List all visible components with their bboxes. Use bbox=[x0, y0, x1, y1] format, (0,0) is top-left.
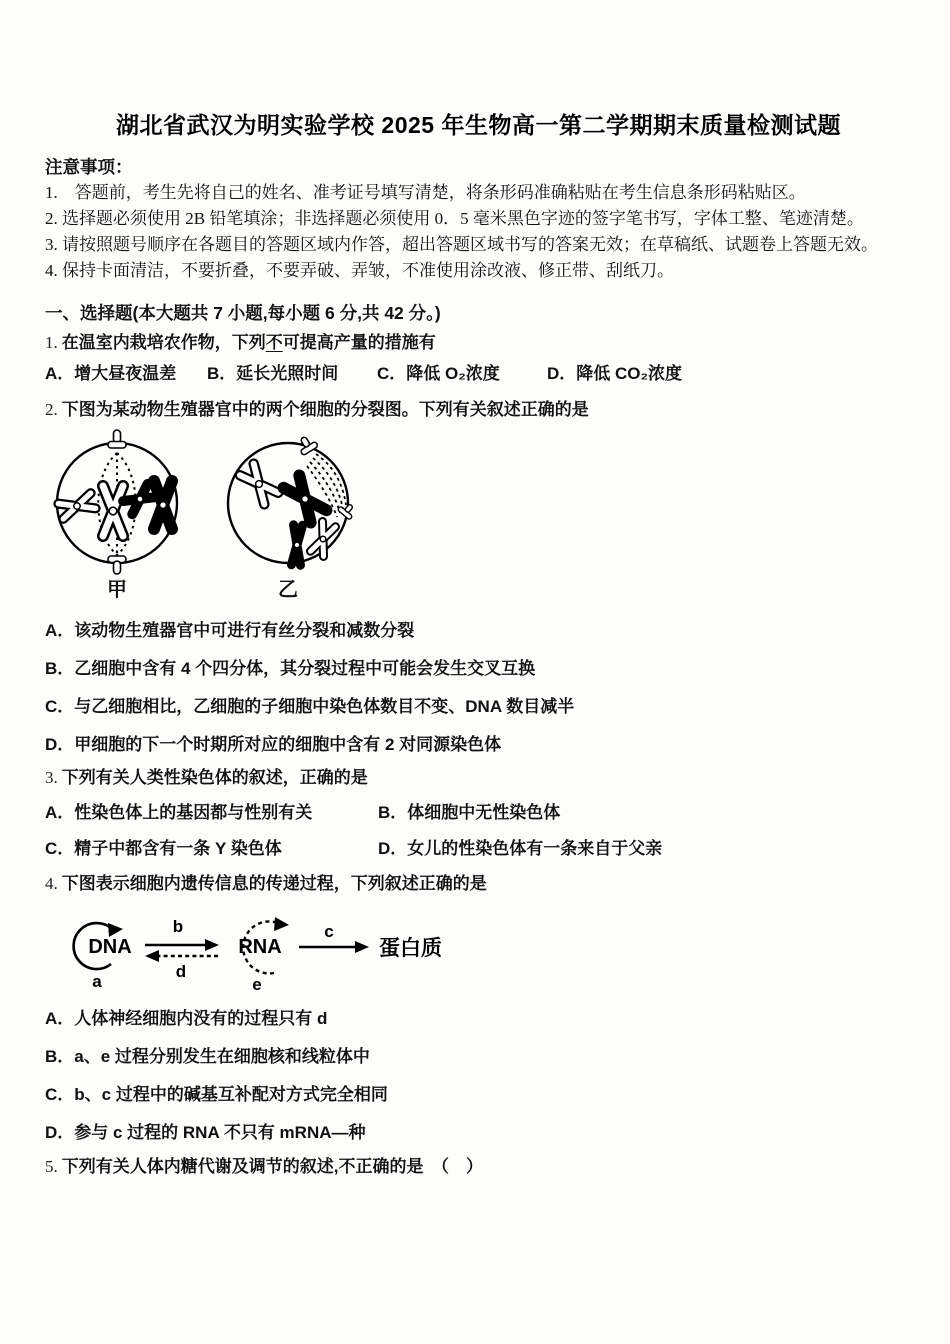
option-d: D．参与 c 过程的 RNA 不只有 mRNA—种 bbox=[45, 1123, 366, 1142]
option-b: B．乙细胞中含有 4 个四分体，其分裂过程中可能会发生交叉互换 bbox=[45, 659, 536, 678]
question-stem-text: 下列有关人类性染色体的叙述，正确的是 bbox=[61, 768, 368, 787]
question-2-stem bbox=[45, 399, 912, 421]
question-number: 5. bbox=[45, 1157, 58, 1176]
reverse-transcription-arrow bbox=[145, 950, 218, 962]
option-c: C．降低 O₂浓度 bbox=[377, 364, 500, 383]
option-d: D．降低 CO₂浓度 bbox=[547, 364, 683, 383]
cell-division-figure bbox=[45, 427, 912, 602]
notes-heading: 注意事项： bbox=[45, 157, 133, 177]
figure-label-yi: 乙 bbox=[278, 579, 298, 601]
note-item: 4. 保持卡面清洁，不要折叠，不要弄破、弄皱，不准使用涂改液、修正带、刮纸刀。 bbox=[45, 261, 674, 280]
figure-label-jia: 甲 bbox=[107, 579, 127, 601]
note-item: 2. 选择题必须使用 2B 铅笔填涂；非选择题必须使用 0．5 毫米黑色字迹的签字笔书写，字体工整、笔迹清楚。 bbox=[45, 209, 864, 228]
option-c: C．与乙细胞相比，乙细胞的子细胞中染色体数目不变、DNA 数目减半 bbox=[45, 697, 575, 716]
question-number: 2. bbox=[45, 400, 58, 419]
option-d: D．甲细胞的下一个时期所对应的细胞中含有 2 对同源染色体 bbox=[45, 735, 502, 754]
question-number: 3. bbox=[45, 768, 58, 787]
question-3-stem bbox=[45, 767, 912, 789]
chromosome-black-large bbox=[154, 481, 172, 529]
question-1-stem bbox=[45, 332, 912, 354]
option-c: C．b、c 过程中的碱基互补配对方式完全相同 bbox=[45, 1085, 388, 1104]
question-3-options-row1 bbox=[45, 802, 912, 824]
process-e-label: e bbox=[252, 975, 262, 993]
question-stem-text: 下图为某动物生殖器官中的两个细胞的分裂图。下列有关叙述正确的是 bbox=[61, 400, 589, 419]
option-a: A．人体神经细胞内没有的过程只有 d bbox=[45, 1009, 328, 1028]
underlined-word: 不 bbox=[265, 333, 283, 352]
central-dogma-diagram bbox=[53, 901, 912, 998]
cell-yi-block bbox=[213, 427, 363, 602]
option-d: D．女儿的性染色体有一条来自于父亲 bbox=[378, 839, 663, 858]
question-stem-text: 下列有关人体内糖代谢及调节的叙述,不正确的是 （ ） bbox=[61, 1157, 483, 1176]
process-a-label: a bbox=[92, 972, 102, 991]
question-stem-text: 可提高产量的措施有 bbox=[282, 333, 436, 352]
chromosome-white-small bbox=[58, 493, 95, 519]
dna-label: DNA bbox=[88, 936, 132, 958]
exam-notes bbox=[45, 154, 912, 284]
cell-membrane bbox=[228, 443, 348, 563]
question-5-stem bbox=[45, 1156, 912, 1178]
option-c: C．精子中都含有一条 Y 染色体 bbox=[45, 839, 282, 858]
question-stem-text: 下图表示细胞内遗传信息的传递过程，下列叙述正确的是 bbox=[61, 874, 487, 893]
option-b: B．延长光照时间 bbox=[207, 364, 339, 383]
option-b: B．a、e 过程分别发生在细胞核和线粒体中 bbox=[45, 1047, 370, 1066]
process-d-label: d bbox=[175, 962, 187, 981]
note-item: 1. 答题前，考生先将自己的姓名、准考证号填写清楚，将条形码准确粘贴在考生信息条形码粘贴区。 bbox=[45, 183, 806, 202]
chromosome-black-bottom bbox=[291, 525, 302, 565]
protein-label: 蛋白质 bbox=[379, 937, 442, 960]
option-a: A．增大昼夜温差 bbox=[45, 364, 177, 383]
transcription-arrow bbox=[145, 939, 219, 951]
centriole-top bbox=[108, 430, 126, 448]
chromosome-black-center bbox=[284, 476, 327, 523]
chromosome-white-upper bbox=[240, 464, 278, 505]
dna-rna-protein-diagram bbox=[53, 901, 483, 993]
page-title: 湖北省武汉为明实验学校 2025 年生物高一第二学期期末质量检测试题 bbox=[116, 112, 841, 138]
rna-label: RNA bbox=[238, 936, 282, 958]
question-3-options-row2 bbox=[45, 838, 912, 860]
cell-jia-figure bbox=[47, 427, 187, 577]
section-heading: 一、选择题(本大题共 7 小题,每小题 6 分,共 42 分。) bbox=[45, 303, 441, 323]
centriole-bottom bbox=[108, 556, 126, 574]
translation-arrow bbox=[299, 941, 369, 953]
question-number: 1. bbox=[45, 333, 58, 352]
chromosome-white-large bbox=[103, 486, 123, 536]
cell-jia-block bbox=[47, 427, 187, 602]
question-4-stem bbox=[45, 873, 912, 895]
option-b: B．体细胞中无性染色体 bbox=[378, 803, 561, 822]
question-stem-text: 在温室内栽培农作物，下列 bbox=[61, 333, 266, 352]
process-b-label: b bbox=[172, 917, 184, 936]
option-a: A．性染色体上的基因都与性别有关 bbox=[45, 803, 313, 822]
question-1-options bbox=[45, 363, 912, 385]
option-a: A．该动物生殖器官中可进行有丝分裂和减数分裂 bbox=[45, 621, 415, 640]
cell-yi-figure bbox=[213, 427, 363, 577]
question-number: 4. bbox=[45, 874, 58, 893]
note-item: 3. 请按照题号顺序在各题目的答题区域内作答，超出答题区域书写的答案无效；在草稿纸、试题卷上答题无效。 bbox=[45, 235, 878, 254]
process-c-label: c bbox=[324, 922, 334, 941]
